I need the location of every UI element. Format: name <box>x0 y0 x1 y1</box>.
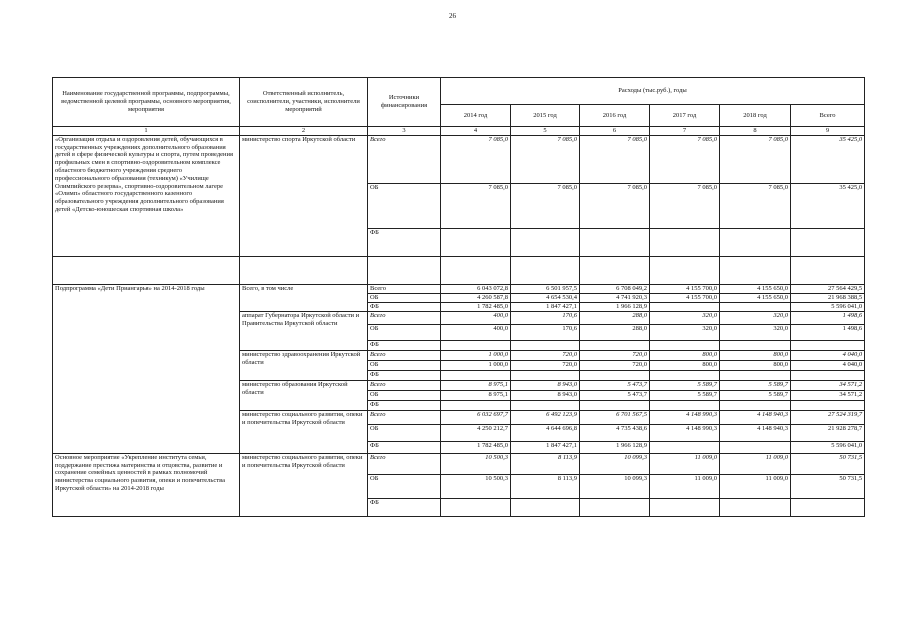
year-value: 720,0 <box>580 350 650 360</box>
funding-source: Всего <box>368 135 441 183</box>
empty-cell <box>368 256 441 284</box>
year-value: 4 148 990,3 <box>650 410 720 424</box>
program-name: «Организация отдыха и оздоровления детей, обучающихся в государственных учреждениях дополнительного образования детей в сфере физической культуры и спорта, путем проведения профильных смен в спортивно-оздоровительном комплексе областного бюджетного учреждения среднего профессионального образования (техникум) «Училище Олимпийского резерва», спортивно-оздоровительном лагере «Олимп» областного государственного казенного образовательного учреждения дополнительного образования детей «Детско-юношеская спортивная школа» <box>53 135 240 256</box>
header-name: Наименование государственной программы, подпрограммы, ведомственной целевой программы, основного мероприятия, мероприятия <box>53 78 240 127</box>
program-name: Основное мероприятие «Укрепление института семьи, поддержание престижа материнства и отцовства, развитие и сохранение семейных ценностей в рамках полномочий министерства социального развития, опеки и попечительства Иркутской области» на 2014-2018 годы <box>53 453 240 516</box>
total-value: 50 731,5 <box>791 474 865 498</box>
year-value: 7 085,0 <box>441 135 511 183</box>
total-value: 5 596 041,0 <box>791 441 865 453</box>
column-index: 3 <box>368 127 441 136</box>
year-value: 170,6 <box>511 324 580 340</box>
total-value: 5 596 041,0 <box>791 302 865 311</box>
year-value: 7 085,0 <box>720 135 791 183</box>
year-value <box>720 302 791 311</box>
year-value: 7 085,0 <box>580 183 650 228</box>
year-value: 7 085,0 <box>511 135 580 183</box>
year-value: 10 500,3 <box>441 474 511 498</box>
year-value: 10 099,3 <box>580 453 650 474</box>
executor-name: министерство здравоохранения Иркутской области <box>240 350 368 380</box>
year-value: 4 155 700,0 <box>650 293 720 302</box>
year-value: 320,0 <box>650 324 720 340</box>
funding-source: Всего <box>368 380 441 390</box>
year-value <box>441 228 511 256</box>
header-total: Всего <box>791 105 865 127</box>
year-value: 11 009,0 <box>720 453 791 474</box>
year-value: 5 473,7 <box>580 390 650 400</box>
total-value: 1 498,6 <box>791 324 865 340</box>
empty-cell <box>53 256 240 284</box>
empty-cell <box>580 256 650 284</box>
funding-source: ФБ <box>368 340 441 350</box>
header-source: Источники финансирования <box>368 78 441 127</box>
year-value: 11 009,0 <box>720 474 791 498</box>
executor-name: аппарат Губернатора Иркутской области и Правительства Иркутской области <box>240 311 368 350</box>
year-value: 720,0 <box>511 360 580 370</box>
year-value: 4 644 696,8 <box>511 424 580 441</box>
year-value: 5 473,7 <box>580 380 650 390</box>
total-value: 27 524 319,7 <box>791 410 865 424</box>
funding-source: ОБ <box>368 360 441 370</box>
year-value: 4 148 940,3 <box>720 410 791 424</box>
year-value: 7 085,0 <box>650 135 720 183</box>
year-value: 7 085,0 <box>511 183 580 228</box>
header-year: 2018 год <box>720 105 791 127</box>
year-value: 720,0 <box>511 350 580 360</box>
empty-cell <box>441 256 511 284</box>
year-value <box>580 370 650 380</box>
total-value: 1 498,6 <box>791 311 865 324</box>
funding-source: ФБ <box>368 302 441 311</box>
year-value <box>580 498 650 516</box>
funding-source: ОБ <box>368 424 441 441</box>
executor-name: министерство социального развития, опеки и попечительства Иркутской области <box>240 410 368 453</box>
total-value: 21 968 388,5 <box>791 293 865 302</box>
year-value: 4 741 920,3 <box>580 293 650 302</box>
total-value: 4 040,0 <box>791 360 865 370</box>
total-value: 35 425,0 <box>791 183 865 228</box>
empty-cell <box>240 256 368 284</box>
year-value: 5 589,7 <box>650 390 720 400</box>
executor-name: Всего, в том числе <box>240 284 368 311</box>
total-value <box>791 400 865 410</box>
year-value: 7 085,0 <box>650 183 720 228</box>
year-value <box>511 228 580 256</box>
year-value: 320,0 <box>720 311 791 324</box>
year-value <box>441 498 511 516</box>
year-value <box>720 498 791 516</box>
empty-cell <box>791 256 865 284</box>
year-value: 4 155 650,0 <box>720 293 791 302</box>
total-value: 4 040,0 <box>791 350 865 360</box>
year-value: 1 000,0 <box>441 360 511 370</box>
year-value: 4 654 530,4 <box>511 293 580 302</box>
column-index: 8 <box>720 127 791 136</box>
year-value <box>650 228 720 256</box>
year-value <box>720 340 791 350</box>
header-expenses: Расходы (тыс.руб.), годы <box>441 78 865 105</box>
total-value: 27 564 429,5 <box>791 284 865 293</box>
year-value: 320,0 <box>720 324 791 340</box>
year-value: 320,0 <box>650 311 720 324</box>
year-value: 1 847 427,1 <box>511 441 580 453</box>
year-value: 8 943,0 <box>511 390 580 400</box>
funding-source: ФБ <box>368 370 441 380</box>
funding-source: ФБ <box>368 228 441 256</box>
table-row <box>53 135 865 183</box>
year-value: 4 148 940,3 <box>720 424 791 441</box>
empty-cell <box>650 256 720 284</box>
header-year: 2014 год <box>441 105 511 127</box>
year-value: 11 009,0 <box>650 474 720 498</box>
year-value: 7 085,0 <box>580 135 650 183</box>
funding-source: ФБ <box>368 400 441 410</box>
year-value: 400,0 <box>441 324 511 340</box>
year-value: 1 782 485,0 <box>441 441 511 453</box>
executor-name: министерство образования Иркутской области <box>240 380 368 410</box>
year-value: 1 000,0 <box>441 350 511 360</box>
total-value: 21 928 278,7 <box>791 424 865 441</box>
year-value: 1 966 128,9 <box>580 302 650 311</box>
year-value: 800,0 <box>650 360 720 370</box>
year-value: 7 085,0 <box>720 183 791 228</box>
year-value: 400,0 <box>441 311 511 324</box>
spacer-row <box>53 256 865 284</box>
year-value <box>511 340 580 350</box>
year-value <box>441 370 511 380</box>
total-value <box>791 498 865 516</box>
year-value: 11 009,0 <box>650 453 720 474</box>
year-value <box>441 340 511 350</box>
year-value <box>650 498 720 516</box>
year-value: 800,0 <box>650 350 720 360</box>
year-value: 5 589,7 <box>720 390 791 400</box>
column-index: 7 <box>650 127 720 136</box>
total-value <box>791 228 865 256</box>
year-value <box>511 400 580 410</box>
column-index: 4 <box>441 127 511 136</box>
funding-source: ФБ <box>368 498 441 516</box>
year-value: 4 155 700,0 <box>650 284 720 293</box>
header-executor: Ответственный исполнитель, соисполнители, участники, исполнители мероприятий <box>240 78 368 127</box>
funding-source: ОБ <box>368 474 441 498</box>
year-value: 720,0 <box>580 360 650 370</box>
year-value: 6 708 049,2 <box>580 284 650 293</box>
year-value: 1 847 427,1 <box>511 302 580 311</box>
header-year: 2017 год <box>650 105 720 127</box>
funding-source: ОБ <box>368 183 441 228</box>
column-index: 1 <box>53 127 240 136</box>
year-value <box>720 370 791 380</box>
page-number: 26 <box>449 12 456 20</box>
year-value <box>650 441 720 453</box>
year-value: 800,0 <box>720 350 791 360</box>
executor-name: министерство социального развития, опеки и попечительства Иркутской области <box>240 453 368 516</box>
year-value <box>650 340 720 350</box>
header-year: 2016 год <box>580 105 650 127</box>
empty-cell <box>511 256 580 284</box>
total-value: 50 731,5 <box>791 453 865 474</box>
year-value: 6 701 567,5 <box>580 410 650 424</box>
year-value: 10 099,3 <box>580 474 650 498</box>
year-value: 5 589,7 <box>720 380 791 390</box>
year-value: 4 260 587,8 <box>441 293 511 302</box>
funding-source: Всего <box>368 410 441 424</box>
column-index: 6 <box>580 127 650 136</box>
funding-source: ОБ <box>368 324 441 340</box>
year-value: 170,6 <box>511 311 580 324</box>
table-row <box>53 453 865 474</box>
column-index: 2 <box>240 127 368 136</box>
year-value <box>580 340 650 350</box>
year-value: 8 975,1 <box>441 380 511 390</box>
year-value <box>511 498 580 516</box>
column-index: 5 <box>511 127 580 136</box>
year-value <box>720 228 791 256</box>
year-value: 1 966 128,9 <box>580 441 650 453</box>
total-value <box>791 340 865 350</box>
year-value <box>650 370 720 380</box>
year-value: 4 735 438,6 <box>580 424 650 441</box>
year-value: 4 250 212,7 <box>441 424 511 441</box>
year-value <box>720 441 791 453</box>
funding-source: ОБ <box>368 390 441 400</box>
year-value <box>511 370 580 380</box>
year-value: 6 492 123,9 <box>511 410 580 424</box>
column-index: 9 <box>791 127 865 136</box>
total-value <box>791 370 865 380</box>
total-value: 34 571,2 <box>791 380 865 390</box>
year-value: 800,0 <box>720 360 791 370</box>
year-value: 4 148 990,3 <box>650 424 720 441</box>
year-value: 8 943,0 <box>511 380 580 390</box>
year-value: 10 500,3 <box>441 453 511 474</box>
total-value: 35 425,0 <box>791 135 865 183</box>
year-value: 6 501 957,5 <box>511 284 580 293</box>
year-value: 1 782 485,0 <box>441 302 511 311</box>
year-value: 8 113,9 <box>511 474 580 498</box>
year-value: 4 155 650,0 <box>720 284 791 293</box>
funding-source: ОБ <box>368 293 441 302</box>
year-value <box>650 302 720 311</box>
funding-source: Всего <box>368 350 441 360</box>
program-name: Подпрограмма «Дети Приангарья» на 2014-2018 годы <box>53 284 240 453</box>
budget-table <box>52 77 865 517</box>
funding-source: Всего <box>368 453 441 474</box>
funding-source: Всего <box>368 284 441 293</box>
year-value: 6 032 697,7 <box>441 410 511 424</box>
year-value <box>580 228 650 256</box>
funding-source: ФБ <box>368 441 441 453</box>
total-value: 34 571,2 <box>791 390 865 400</box>
table-body <box>53 135 865 516</box>
year-value: 5 589,7 <box>650 380 720 390</box>
year-value <box>580 400 650 410</box>
executor-name: министерство спорта Иркутской области <box>240 135 368 256</box>
header-year: 2015 год <box>511 105 580 127</box>
funding-source: Всего <box>368 311 441 324</box>
year-value: 288,0 <box>580 311 650 324</box>
year-value: 6 043 072,8 <box>441 284 511 293</box>
year-value: 8 113,9 <box>511 453 580 474</box>
year-value <box>441 400 511 410</box>
table-row <box>53 284 865 293</box>
year-value: 7 085,0 <box>441 183 511 228</box>
year-value: 288,0 <box>580 324 650 340</box>
year-value: 8 975,1 <box>441 390 511 400</box>
year-value <box>720 400 791 410</box>
empty-cell <box>720 256 791 284</box>
year-value <box>650 400 720 410</box>
